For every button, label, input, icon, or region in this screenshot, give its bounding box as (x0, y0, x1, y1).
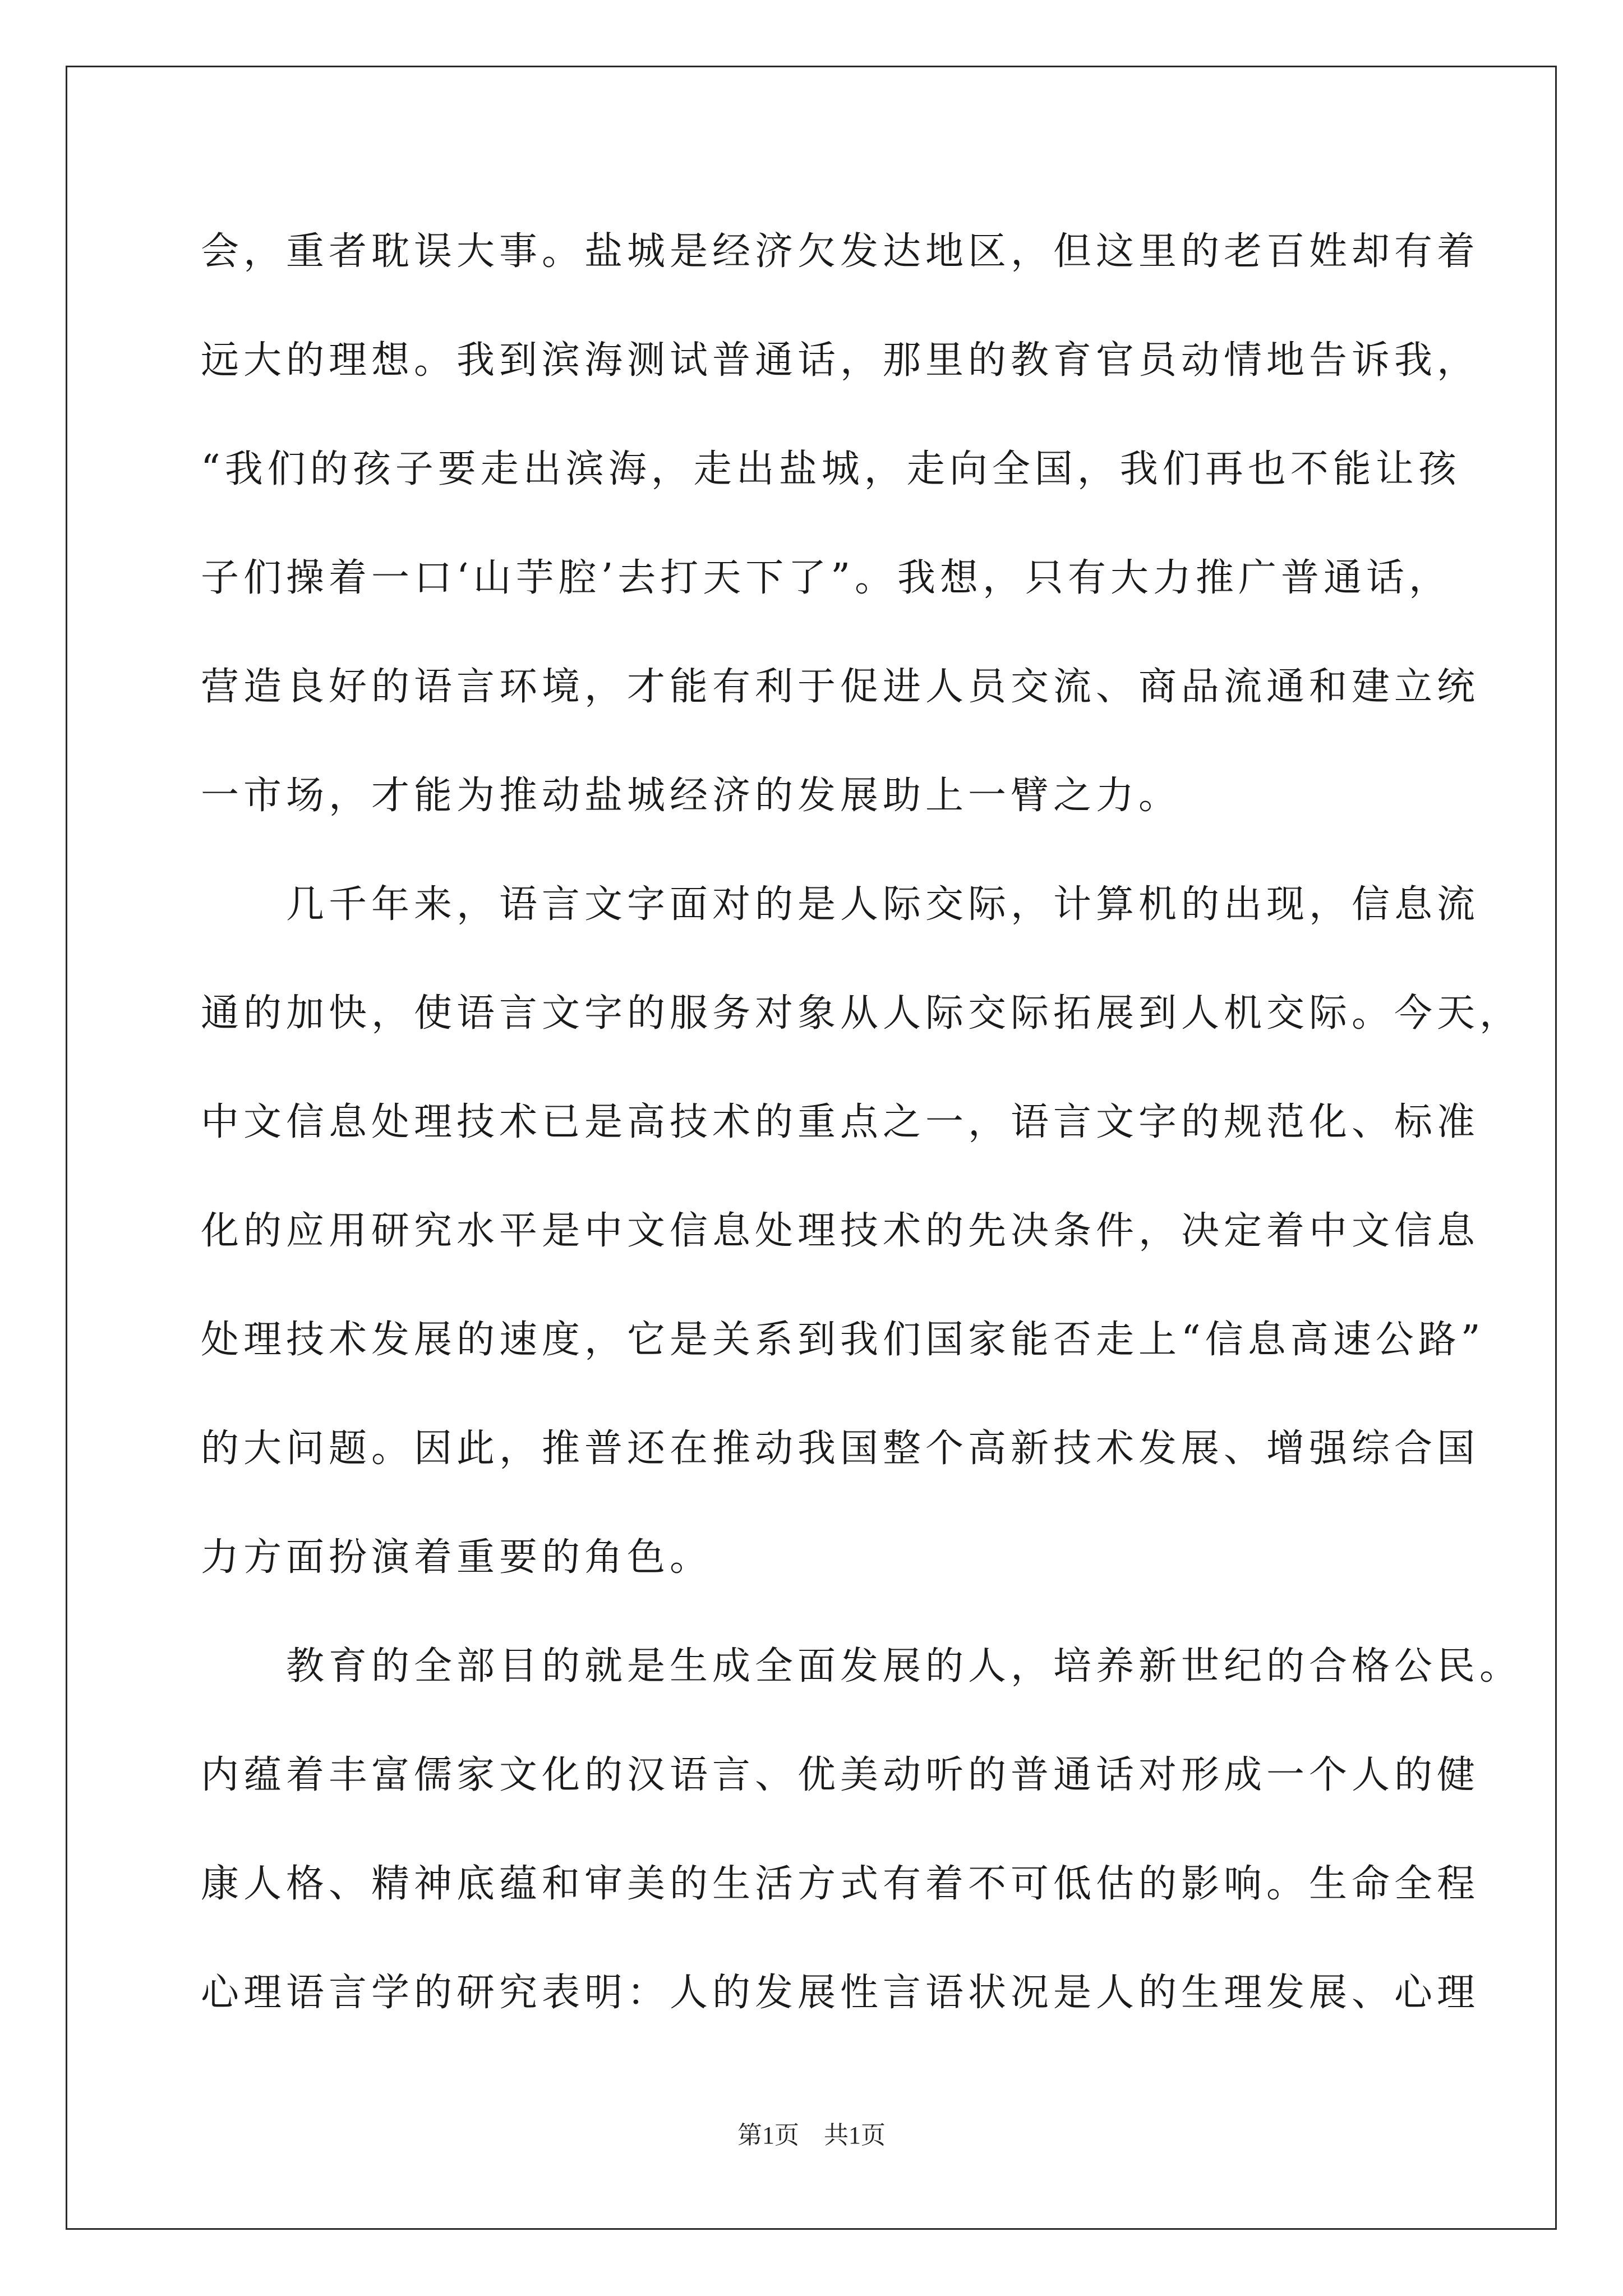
text-line: 内蕴着丰富儒家文化的汉语言、优美动听的普通话对形成一个人的健 (201, 1753, 1480, 1797)
text-line: 教育的全部目的就是生成全面发展的人，培养新世纪的合格公民。 (201, 1644, 1523, 1688)
text-line: 远大的理想。我到滨海测试普通话，那里的教育官员动情地告诉我， (201, 338, 1480, 383)
text-line: 中文信息处理技术已是高技术的重点之一，语言文字的规范化、标准 (201, 1100, 1480, 1144)
text-line: 几千年来，语言文字面对的是人际交际，计算机的出现，信息流 (201, 882, 1480, 927)
text-line: 康人格、精神底蕴和审美的生活方式有着不可低估的影响。生命全程 (201, 1862, 1480, 1906)
text-line: 化的应用研究水平是中文信息处理技术的先决条件，决定着中文信息 (201, 1209, 1480, 1253)
page-number-footer: 第1页 共1页 (737, 2122, 886, 2149)
text-line: 的大问题。因此，推普还在推动我国整个高新技术发展、增强综合国 (201, 1427, 1480, 1471)
text-line: “我们的孩子要走出滨海，走出盐城，走向全国，我们再也不能让孩 (201, 447, 1461, 491)
text-line: 处理技术发展的速度，它是关系到我们国家能否走上“信息高速公路” (201, 1318, 1485, 1362)
text-line: 营造良好的语言环境，才能有利于促进人员交流、商品流通和建立统 (201, 665, 1480, 709)
text-line: 心理语言学的研究表明：人的发展性言语状况是人的生理发展、心理 (201, 1971, 1480, 2015)
text-line: 通的加快，使语言文字的服务对象从人际交际拓展到人机交际。今天， (201, 991, 1523, 1036)
text-line: 会，重者耽误大事。盐城是经济欠发达地区，但这里的老百姓却有着 (201, 229, 1480, 274)
text-line: 子们操着一口‘山芋腔’去打天下了”。我想，只有大力推广普通话， (201, 556, 1451, 600)
document-body (201, 218, 1523, 2068)
text-line: 力方面扮演着重要的角色。 (201, 1535, 713, 1580)
text-line: 一市场，才能为推动盐城经济的发展助上一臂之力。 (201, 774, 1182, 818)
